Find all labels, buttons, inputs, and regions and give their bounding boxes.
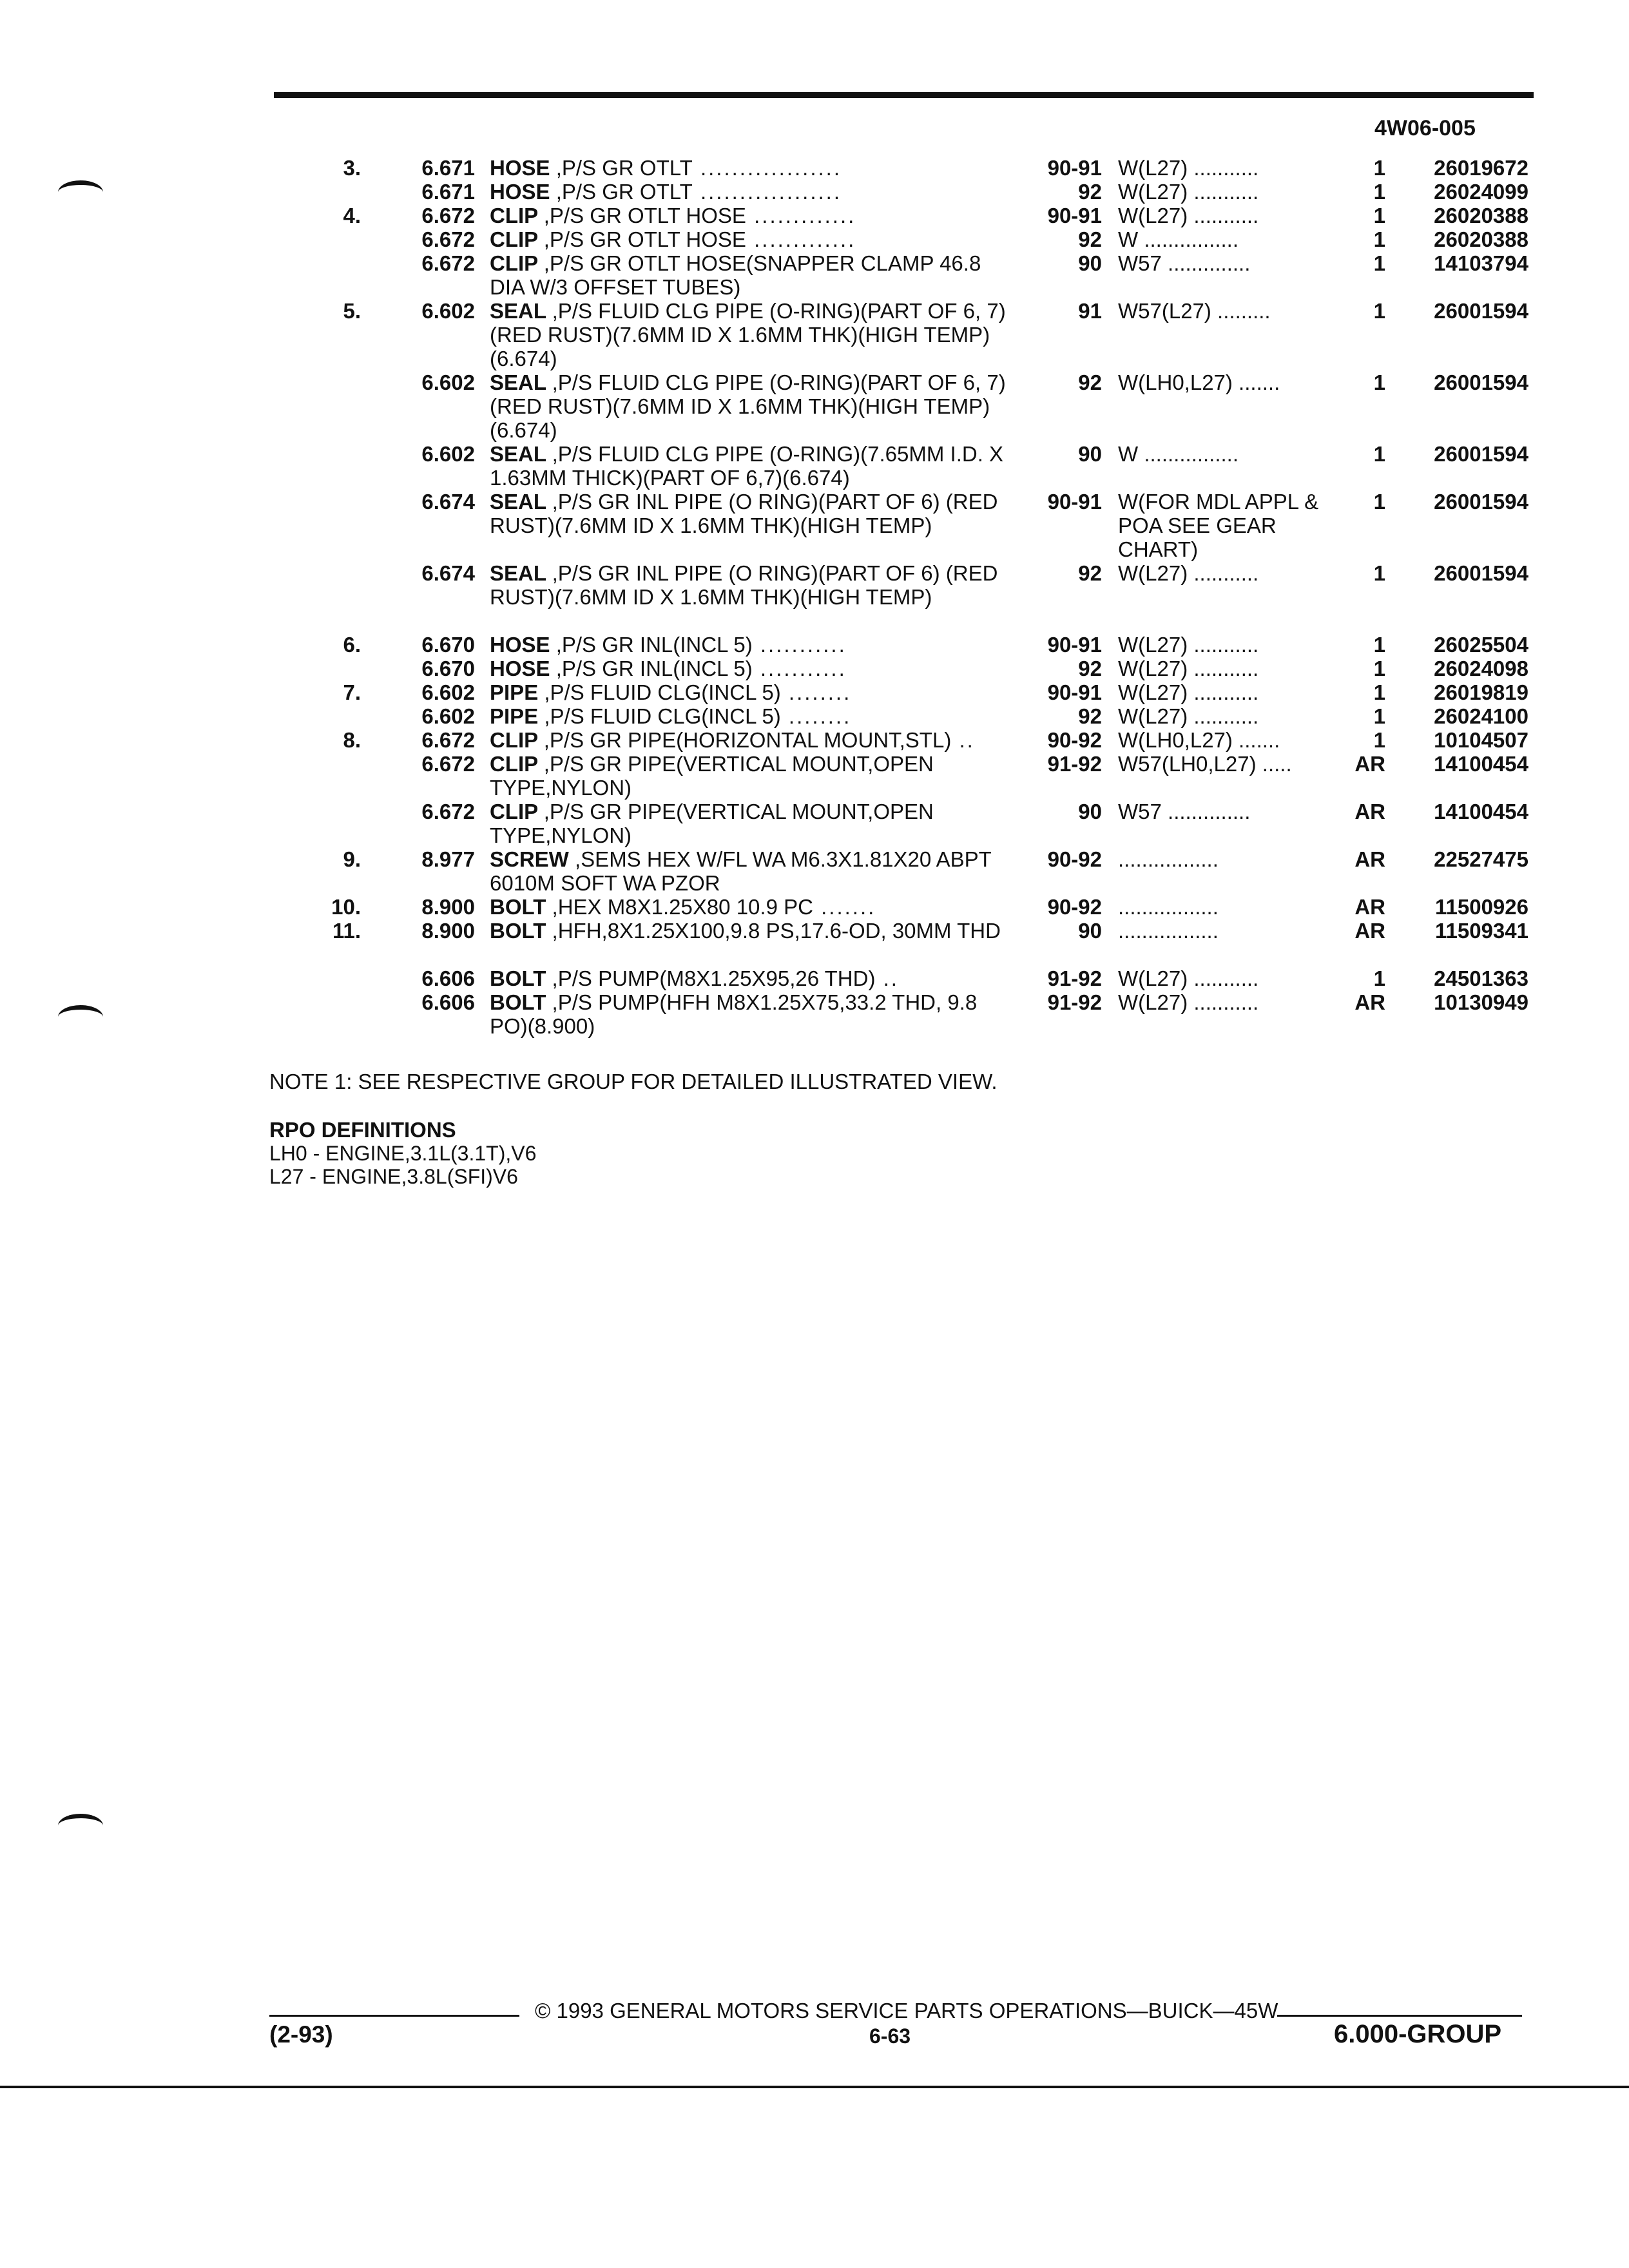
part-description — [490, 752, 1018, 800]
model-years: 92 — [1078, 370, 1102, 394]
part-description — [490, 847, 1018, 895]
part-description — [490, 180, 1018, 204]
top-rule — [274, 92, 1534, 98]
quantity: 1 — [1373, 633, 1385, 657]
part-name: HOSE — [490, 180, 556, 204]
part-detail: ,P/S GR INL(INCL 5) — [555, 633, 753, 657]
application — [1118, 966, 1340, 990]
table-row — [0, 990, 1629, 1038]
part-description — [490, 299, 1018, 370]
part-number: 26024100 — [1434, 704, 1528, 728]
group-number: 6.672 — [421, 752, 475, 776]
quantity: 1 — [1373, 180, 1385, 204]
part-number: 26025504 — [1434, 633, 1528, 657]
leader-dots: ........... — [1188, 561, 1259, 585]
part-number: 26001594 — [1434, 370, 1528, 394]
leader-dots: ..... — [1256, 752, 1292, 776]
model-years: 90-92 — [1047, 847, 1102, 871]
model-years: 90-91 — [1047, 490, 1102, 514]
group-number: 8.900 — [421, 895, 475, 919]
group-number: 6.672 — [421, 800, 475, 823]
group-number: 6.671 — [421, 180, 475, 204]
application — [1118, 633, 1340, 657]
model-years: 90-91 — [1047, 680, 1102, 704]
model-years: 92 — [1078, 561, 1102, 585]
quantity: 1 — [1373, 704, 1385, 728]
part-number: 22527475 — [1434, 847, 1528, 871]
leader-dots: ........... — [1188, 704, 1259, 728]
table-row — [0, 561, 1629, 633]
part-description — [490, 680, 1018, 704]
application — [1118, 370, 1340, 394]
application — [1118, 704, 1340, 728]
quantity: 1 — [1373, 680, 1385, 704]
part-detail: ,P/S GR OTLT — [555, 156, 693, 180]
part-name: CLIP — [490, 800, 544, 823]
part-number: 26024099 — [1434, 180, 1528, 204]
part-name: SCREW — [490, 847, 575, 871]
part-number: 24501363 — [1434, 966, 1528, 990]
application-text: W57(LH0,L27) — [1118, 752, 1257, 776]
part-name: CLIP — [490, 752, 544, 776]
part-description — [490, 490, 1018, 537]
table-row — [0, 919, 1629, 966]
part-number: 26020388 — [1434, 227, 1528, 251]
rpo-title: RPO DEFINITIONS — [269, 1118, 456, 1142]
part-description — [490, 966, 1018, 990]
item-number: 8. — [343, 728, 361, 752]
group-number: 8.900 — [421, 919, 475, 943]
table-row — [0, 370, 1629, 442]
application — [1118, 490, 1340, 561]
footer-group: 6.000-GROUP — [1334, 2020, 1502, 2048]
part-name: BOLT — [490, 919, 552, 943]
leader-dots: ................. — [1118, 895, 1219, 919]
quantity: AR — [1354, 847, 1385, 871]
table-row — [0, 728, 1629, 752]
table-row — [0, 633, 1629, 657]
part-number: 26001594 — [1434, 490, 1528, 514]
part-number: 10104507 — [1434, 728, 1528, 752]
part-name: CLIP — [490, 251, 544, 275]
part-detail: ,P/S GR OTLT HOSE(SNAPPER CLAMP 46.8 DIA W/3 OFFSET TUBES) — [490, 251, 981, 299]
model-years: 90-92 — [1047, 895, 1102, 919]
leader-dots: ........... — [1188, 180, 1259, 204]
application — [1118, 657, 1340, 680]
part-name: BOLT — [490, 895, 552, 919]
leader-dots: ........... — [1188, 990, 1259, 1014]
table-row — [0, 895, 1629, 919]
group-number: 6.672 — [421, 204, 475, 227]
footer-date: (2-93) — [269, 2021, 333, 2048]
model-years: 91-92 — [1047, 990, 1102, 1014]
part-detail: ,P/S FLUID CLG PIPE (O-RING)(PART OF 6, 7)(RED RUST)(7.6MM ID X 1.6MM THK)(HIGH TEMP)(6.674) — [490, 370, 1006, 442]
group-number: 6.602 — [421, 299, 475, 323]
part-description — [490, 657, 1018, 680]
parts-list — [0, 156, 1629, 1038]
rpo-item: LH0 - ENGINE,3.1L(3.1T),V6 — [269, 1142, 537, 1165]
table-row — [0, 227, 1629, 251]
part-number: 26001594 — [1434, 561, 1528, 585]
part-detail: ,P/S GR OTLT — [555, 180, 693, 204]
application-text: W(L27) — [1118, 561, 1188, 585]
part-name: HOSE — [490, 633, 556, 657]
part-detail: ,P/S FLUID CLG PIPE (O-RING)(7.65MM I.D. X 1.63MM THICK)(PART OF 6,7)(6.674) — [490, 442, 1004, 490]
quantity: AR — [1354, 990, 1385, 1014]
item-number: 10. — [331, 895, 361, 919]
leader-dots: ............. — [746, 204, 856, 227]
leader-dots: ......... — [1211, 299, 1271, 323]
part-detail: ,P/S GR INL(INCL 5) — [555, 657, 753, 680]
item-number: 4. — [343, 204, 361, 227]
leader-dots: .. — [875, 966, 899, 990]
application — [1118, 680, 1340, 704]
item-number: 11. — [332, 919, 361, 943]
table-row — [0, 442, 1629, 490]
binder-hole-mark — [58, 1814, 103, 1838]
quantity: 1 — [1373, 442, 1385, 466]
part-detail: ,HEX M8X1.25X80 10.9 PC — [552, 895, 813, 919]
part-name: CLIP — [490, 227, 544, 251]
group-number: 6.602 — [421, 370, 475, 394]
model-years: 92 — [1078, 180, 1102, 204]
part-name: SEAL — [490, 299, 552, 323]
application — [1118, 204, 1340, 227]
application-text: W(LH0,L27) — [1118, 728, 1233, 752]
leader-dots: ........... — [1188, 966, 1259, 990]
model-years: 91 — [1078, 299, 1102, 323]
leader-dots: .............. — [1161, 800, 1251, 823]
leader-dots: ........... — [1188, 680, 1259, 704]
leader-dots: ................. — [1118, 919, 1219, 943]
leader-dots: .. — [951, 728, 975, 752]
part-name: HOSE — [490, 156, 556, 180]
part-number: 14103794 — [1434, 251, 1528, 275]
part-name: CLIP — [490, 728, 544, 752]
table-row — [0, 966, 1629, 990]
group-number: 6.670 — [421, 633, 475, 657]
part-detail: ,P/S GR INL PIPE (O RING)(PART OF 6) (RED RUST)(7.6MM ID X 1.6MM THK)(HIGH TEMP) — [490, 561, 998, 609]
leader-dots: ....... — [813, 895, 876, 919]
model-years: 90 — [1078, 251, 1102, 275]
part-number: 26019672 — [1434, 156, 1528, 180]
group-number: 6.602 — [421, 442, 475, 466]
part-detail: ,P/S GR PIPE(VERTICAL MOUNT,OPEN TYPE,NYLON) — [490, 752, 934, 800]
model-years: 91-92 — [1047, 966, 1102, 990]
application — [1118, 299, 1340, 323]
application-text: W(L27) — [1118, 704, 1188, 728]
group-number: 6.602 — [421, 704, 475, 728]
model-years: 92 — [1078, 704, 1102, 728]
part-description — [490, 895, 1018, 919]
part-detail: ,P/S PUMP(M8X1.25X95,26 THD) — [552, 966, 876, 990]
leader-dots: .................. — [692, 156, 842, 180]
quantity: 1 — [1373, 657, 1385, 680]
table-row — [0, 680, 1629, 704]
part-description — [490, 633, 1018, 657]
model-years: 90-91 — [1047, 204, 1102, 227]
part-name: PIPE — [490, 680, 545, 704]
part-description — [490, 156, 1018, 180]
application-text: W(FOR MDL APPL & POA SEE GEAR CHART) — [1118, 490, 1319, 561]
application-text: W57 — [1118, 800, 1162, 823]
part-detail: ,P/S GR INL PIPE (O RING)(PART OF 6) (RED RUST)(7.6MM ID X 1.6MM THK)(HIGH TEMP) — [490, 490, 998, 537]
application-text: W(L27) — [1118, 180, 1188, 204]
table-row — [0, 752, 1629, 800]
page-number: 6-63 — [869, 2024, 911, 2048]
quantity: AR — [1354, 895, 1385, 919]
leader-dots: .................. — [692, 180, 842, 204]
leader-dots: ........... — [1188, 156, 1259, 180]
application — [1118, 728, 1340, 752]
table-row — [0, 251, 1629, 299]
leader-dots: .............. — [1161, 251, 1251, 275]
leader-dots: ........... — [1188, 633, 1259, 657]
part-detail: ,HFH,8X1.25X100,9.8 PS,17.6-OD, 30MM THD — [552, 919, 1001, 943]
table-row — [0, 156, 1629, 180]
part-name: SEAL — [490, 561, 552, 585]
leader-dots: ....... — [1232, 370, 1280, 394]
group-number: 6.670 — [421, 657, 475, 680]
part-detail: ,P/S FLUID CLG(INCL 5) — [544, 680, 781, 704]
group-number: 6.671 — [421, 156, 475, 180]
quantity: AR — [1354, 800, 1385, 823]
part-description — [490, 800, 1018, 847]
table-row — [0, 657, 1629, 680]
part-number: 11509341 — [1434, 919, 1528, 943]
footer-rule-right — [1277, 2015, 1522, 2017]
part-detail: ,P/S PUMP(HFH M8X1.25X75,33.2 THD, 9.8 PO)(8.900) — [490, 990, 978, 1038]
model-years: 92 — [1078, 657, 1102, 680]
footer-copyright: © 1993 GENERAL MOTORS SERVICE PARTS OPERATIONS—BUICK—45W — [535, 1999, 1278, 2023]
application-text: W(L27) — [1118, 966, 1188, 990]
model-years: 92 — [1078, 227, 1102, 251]
group-number: 6.606 — [421, 990, 475, 1014]
model-years: 90-91 — [1047, 633, 1102, 657]
group-number: 6.672 — [421, 251, 475, 275]
model-years: 90-92 — [1047, 728, 1102, 752]
application — [1118, 156, 1340, 180]
application-text: W(LH0,L27) — [1118, 370, 1233, 394]
application — [1118, 442, 1340, 466]
part-detail: ,P/S GR OTLT HOSE — [543, 227, 746, 251]
group-number: 6.674 — [421, 490, 475, 514]
quantity: 1 — [1373, 227, 1385, 251]
application-text: W — [1118, 227, 1139, 251]
page-code: 4W06-005 — [1374, 116, 1476, 140]
application — [1118, 752, 1340, 776]
part-number: 11500926 — [1434, 895, 1528, 919]
model-years: 90 — [1078, 800, 1102, 823]
item-number: 9. — [343, 847, 361, 871]
quantity: 1 — [1373, 156, 1385, 180]
part-detail: ,P/S GR PIPE(HORIZONTAL MOUNT,STL) — [543, 728, 952, 752]
part-description — [490, 919, 1018, 943]
part-number: 14100454 — [1434, 752, 1528, 776]
part-number: 26001594 — [1434, 299, 1528, 323]
leader-dots: ........... — [1188, 204, 1259, 227]
table-row — [0, 800, 1629, 847]
item-number: 6. — [343, 633, 361, 657]
model-years: 90 — [1078, 919, 1102, 943]
part-name: SEAL — [490, 490, 552, 514]
application-text: W57 — [1118, 251, 1162, 275]
quantity: 1 — [1373, 490, 1385, 514]
rpo-item: L27 - ENGINE,3.8L(SFI)V6 — [269, 1165, 518, 1188]
model-years: 91-92 — [1047, 752, 1102, 776]
part-description — [490, 704, 1018, 728]
part-number: 10130949 — [1434, 990, 1528, 1014]
group-number: 6.674 — [421, 561, 475, 585]
quantity: 1 — [1373, 561, 1385, 585]
part-detail: ,P/S FLUID CLG PIPE (O-RING)(PART OF 6, 7)(RED RUST)(7.6MM ID X 1.6MM THK)(HIGH TEMP)(6.674) — [490, 299, 1006, 370]
part-number: 26024098 — [1434, 657, 1528, 680]
footer-rule-left — [269, 2015, 519, 2017]
leader-dots: ........... — [1188, 657, 1259, 680]
group-number: 6.606 — [421, 966, 475, 990]
leader-dots: ................ — [1138, 227, 1239, 251]
part-description — [490, 561, 1018, 609]
quantity: 1 — [1373, 299, 1385, 323]
part-description — [490, 204, 1018, 227]
quantity: AR — [1354, 919, 1385, 943]
quantity: 1 — [1373, 370, 1385, 394]
application — [1118, 919, 1340, 943]
table-row — [0, 704, 1629, 728]
quantity: AR — [1354, 752, 1385, 776]
application — [1118, 227, 1340, 251]
group-number: 6.672 — [421, 227, 475, 251]
table-row — [0, 299, 1629, 370]
part-description — [490, 728, 1018, 752]
application — [1118, 180, 1340, 204]
application — [1118, 800, 1340, 823]
rpo-list — [269, 1142, 536, 1188]
leader-dots: ................. — [1118, 847, 1219, 871]
leader-dots: ........ — [780, 704, 852, 728]
quantity: 1 — [1373, 728, 1385, 752]
quantity: 1 — [1373, 966, 1385, 990]
application — [1118, 895, 1340, 919]
application-text: W(L27) — [1118, 156, 1188, 180]
application — [1118, 990, 1340, 1014]
quantity: 1 — [1373, 251, 1385, 275]
model-years: 90 — [1078, 442, 1102, 466]
application — [1118, 847, 1340, 871]
part-name: CLIP — [490, 204, 544, 227]
part-detail: ,P/S GR PIPE(VERTICAL MOUNT,OPEN TYPE,NYLON) — [490, 800, 934, 847]
table-row — [0, 847, 1629, 895]
part-description — [490, 251, 1018, 299]
application-text: W57(L27) — [1118, 299, 1211, 323]
application-text: W(L27) — [1118, 633, 1188, 657]
part-name: SEAL — [490, 442, 552, 466]
application-text: W(L27) — [1118, 657, 1188, 680]
part-detail: ,SEMS HEX W/FL WA M6.3X1.81X20 ABPT 6010M SOFT WA PZOR — [490, 847, 992, 895]
model-years: 90-91 — [1047, 156, 1102, 180]
application-text: W(L27) — [1118, 680, 1188, 704]
leader-dots: ....... — [1232, 728, 1280, 752]
item-number: 7. — [343, 680, 361, 704]
group-number: 6.602 — [421, 680, 475, 704]
part-name: BOLT — [490, 990, 552, 1014]
leader-dots: ........... — [752, 657, 847, 680]
bottom-rule — [0, 2086, 1629, 2088]
part-detail: ,P/S GR OTLT HOSE — [543, 204, 746, 227]
part-description — [490, 370, 1018, 442]
group-number: 6.672 — [421, 728, 475, 752]
item-number: 3. — [343, 156, 361, 180]
table-row — [0, 490, 1629, 561]
part-name: BOLT — [490, 966, 552, 990]
application — [1118, 251, 1340, 275]
part-description — [490, 990, 1018, 1038]
part-number: 26020388 — [1434, 204, 1528, 227]
part-name: PIPE — [490, 704, 545, 728]
note-text: NOTE 1: SEE RESPECTIVE GROUP FOR DETAILED ILLUSTRATED VIEW. — [269, 1070, 998, 1093]
leader-dots: ............. — [746, 227, 856, 251]
leader-dots: ................ — [1138, 442, 1239, 466]
table-row — [0, 204, 1629, 227]
part-detail: ,P/S FLUID CLG(INCL 5) — [544, 704, 781, 728]
application-text: W — [1118, 442, 1139, 466]
part-name: SEAL — [490, 370, 552, 394]
part-name: HOSE — [490, 657, 556, 680]
group-number: 8.977 — [421, 847, 475, 871]
part-number: 26001594 — [1434, 442, 1528, 466]
part-number: 26019819 — [1434, 680, 1528, 704]
application — [1118, 561, 1340, 585]
part-number: 14100454 — [1434, 800, 1528, 823]
leader-dots: ........... — [752, 633, 847, 657]
application-text: W(L27) — [1118, 990, 1188, 1014]
quantity: 1 — [1373, 204, 1385, 227]
item-number: 5. — [343, 299, 361, 323]
table-row — [0, 180, 1629, 204]
leader-dots: ........ — [780, 680, 852, 704]
part-description — [490, 227, 1018, 251]
application-text: W(L27) — [1118, 204, 1188, 227]
part-description — [490, 442, 1018, 490]
